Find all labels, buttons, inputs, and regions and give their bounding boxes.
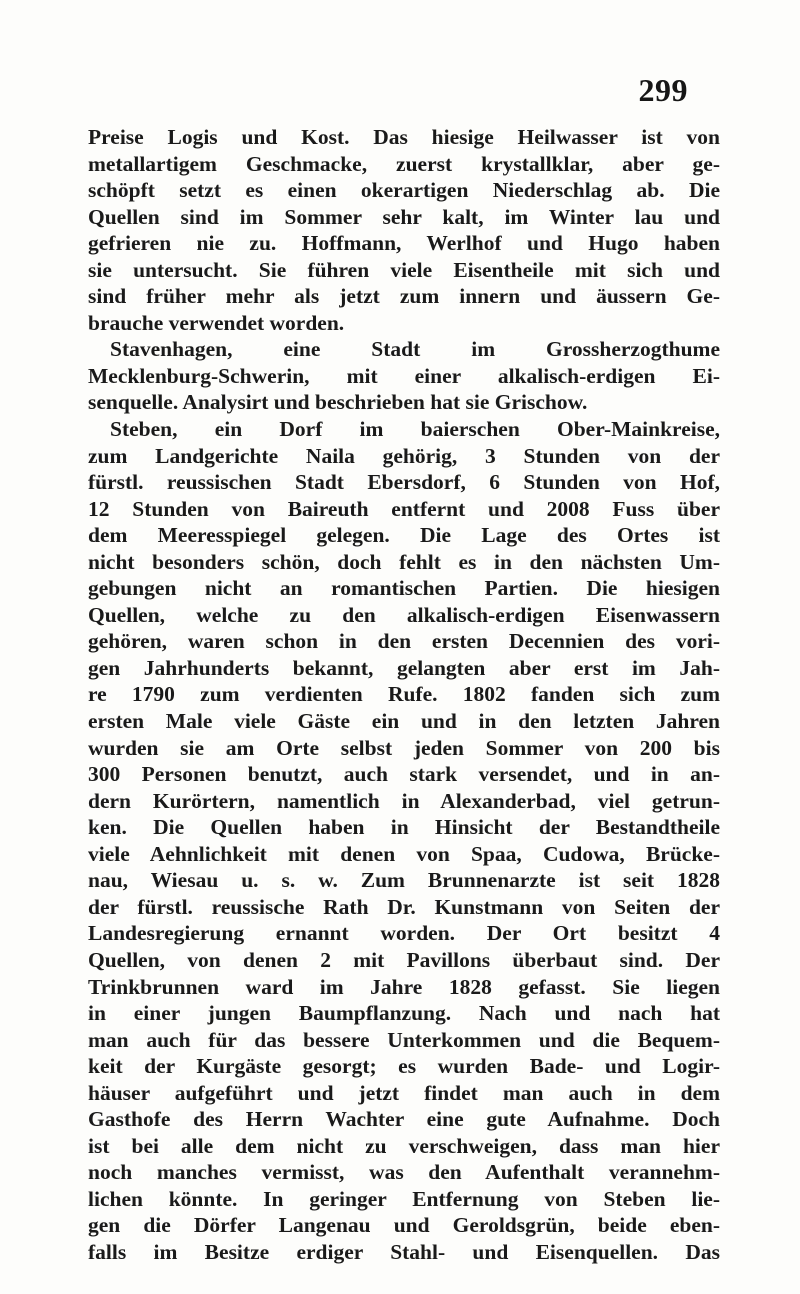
entry-heading-line: Steben, ein Dorf im baierschen Ober-Mainkreise,	[110, 417, 720, 442]
text-line: 300 Personen benutzt, auch stark versendet, und in an-	[88, 762, 720, 787]
text-line: schöpft setzt es einen okerartigen Niederschlag ab. Die	[88, 178, 720, 203]
text-line: gehören, waren schon in den ersten Decennien des vori-	[88, 629, 720, 654]
text-line: dem Meeresspiegel gelegen. Die Lage des Ortes ist	[88, 523, 720, 548]
text-line: zum Landgerichte Naila gehörig, 3 Stunden von der	[88, 443, 720, 468]
text-line: ist bei alle dem nicht zu verschweigen, dass man hier	[88, 1133, 720, 1158]
text-line: keit der Kurgäste gesorgt; es wurden Bade- und Logir-	[88, 1054, 720, 1079]
text-line: Quellen sind im Sommer sehr kalt, im Winter lau und	[88, 204, 720, 229]
text-line: nicht besonders schön, doch fehlt es in den nächsten Um-	[88, 549, 720, 574]
text-line: häuser aufgeführt und jetzt findet man auch in dem	[88, 1080, 720, 1105]
text-line: re 1790 zum verdienten Rufe. 1802 fanden sich zum	[88, 682, 720, 707]
text-line: gefrieren nie zu. Hoffmann, Werlhof und Hugo haben	[88, 231, 720, 256]
text-line: Quellen, welche zu den alkalisch-erdigen Eisenwassern	[88, 602, 720, 627]
text-line: Quellen, von denen 2 mit Pavillons überbaut sind. Der	[88, 947, 720, 972]
body-text	[88, 124, 720, 1266]
text-line: ken. Die Quellen haben in Hinsicht der Bestandtheile	[88, 815, 720, 840]
text-line: Gasthofe des Herrn Wachter eine gute Aufnahme. Doch	[88, 1107, 720, 1132]
text-line: senquelle. Analysirt und beschrieben hat sie Grischow.	[88, 390, 588, 415]
text-line: 12 Stunden von Baireuth entfernt und 2008 Fuss über	[88, 496, 720, 521]
text-line: Preise Logis und Kost. Das hiesige Heilwasser ist von	[88, 125, 720, 149]
text-line: noch manches vermisst, was den Aufenthalt verannehm-	[88, 1160, 720, 1185]
text-line: wurden sie am Orte selbst jeden Sommer von 200 bis	[88, 735, 720, 760]
text-line: der fürstl. reussische Rath Dr. Kunstmann von Seiten der	[88, 894, 720, 919]
text-line: sind früher mehr als jetzt zum innern und äussern Ge-	[88, 284, 720, 309]
text-line: gen Jahrhunderts bekannt, gelangten aber erst im Jah-	[88, 655, 720, 680]
text-line: gebungen nicht an romantischen Partien. Die hiesigen	[88, 576, 720, 601]
text-line: ersten Male viele Gäste ein und in den letzten Jahren	[88, 709, 720, 734]
text-line: man auch für das bessere Unterkommen und die Bequem-	[88, 1027, 720, 1052]
text-line: brauche verwendet worden.	[88, 310, 345, 335]
text-line: Mecklenburg-Schwerin, mit einer alkalisch-erdigen Ei-	[88, 363, 720, 388]
text-line: gen die Dörfer Langenau und Geroldsgrün, beide eben-	[88, 1213, 720, 1238]
text-line: dern Kurörtern, namentlich in Alexanderbad, viel getrun-	[88, 788, 720, 813]
entry-heading-line: Stavenhagen, eine Stadt im Grossherzogthume	[110, 337, 720, 362]
text-line: nau, Wiesau u. s. w. Zum Brunnenarzte ist seit 1828	[88, 868, 720, 893]
text-line: metallartigem Geschmacke, zuerst krystallklar, aber ge-	[88, 151, 720, 176]
text-line: fürstl. reussischen Stadt Ebersdorf, 6 Stunden von Hof,	[88, 470, 720, 495]
page-number: 299	[638, 72, 688, 108]
text-line: Landesregierung ernannt worden. Der Ort besitzt 4	[88, 921, 720, 946]
text-line: viele Aehnlichkeit mit denen von Spaa, Cudowa, Brücke-	[88, 841, 720, 866]
text-line: sie untersucht. Sie führen viele Eisentheile mit sich und	[88, 257, 720, 282]
text-line: falls im Besitze erdiger Stahl- und Eisenquellen. Das	[88, 1239, 720, 1264]
text-line: Trinkbrunnen ward im Jahre 1828 gefasst. Sie liegen	[88, 974, 720, 999]
text-line: in einer jungen Baumpflanzung. Nach und nach hat	[88, 1001, 720, 1026]
text-line: lichen könnte. In geringer Entfernung von Steben lie-	[88, 1186, 720, 1211]
